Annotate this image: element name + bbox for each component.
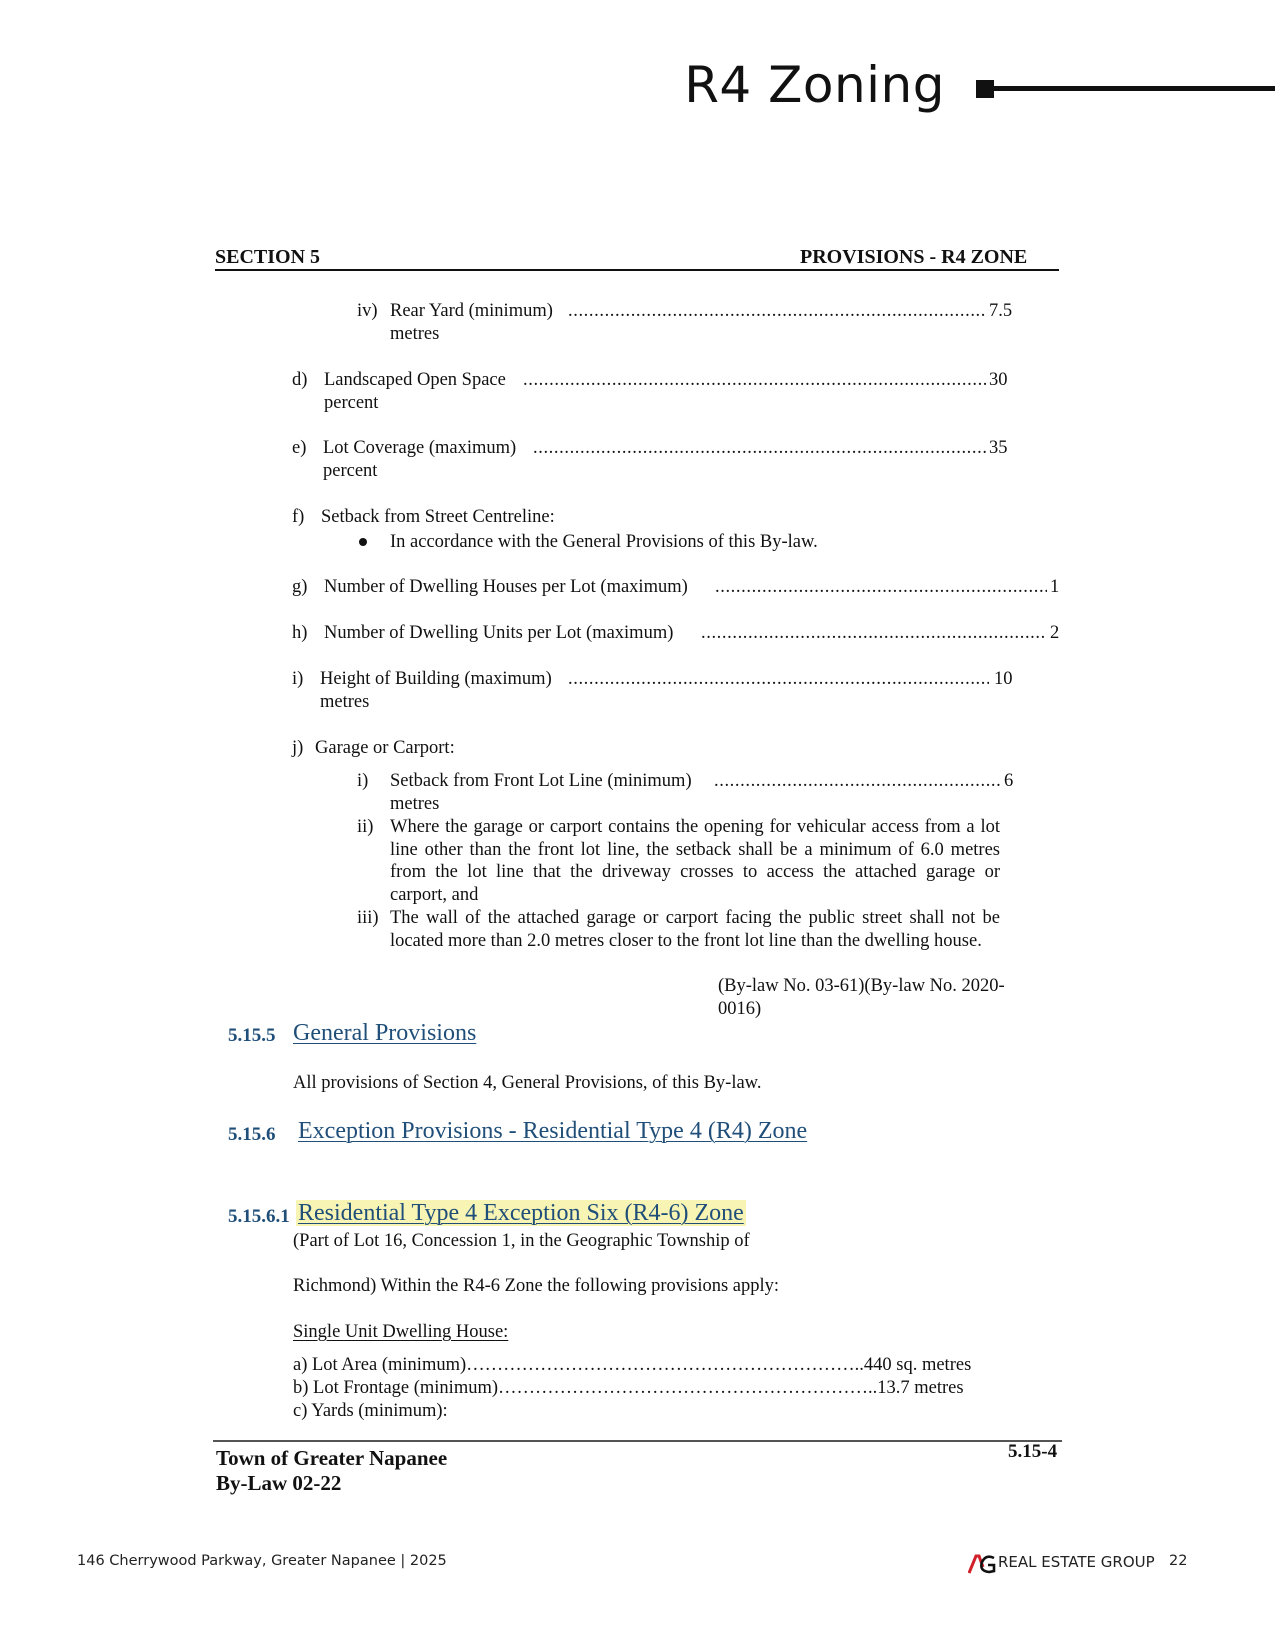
- highlighted-title: Residential Type 4 Exception Six (R4-6) Zone: [298, 1200, 744, 1226]
- footer-brand: REAL ESTATE GROUP: [998, 1553, 1155, 1571]
- item-unit: percent: [324, 393, 379, 413]
- item-unit: percent: [323, 461, 378, 481]
- lot-area-line: a) Lot Area (minimum)………………………………………………………..440 sq. metres: [293, 1355, 972, 1375]
- dot-leader: [523, 369, 986, 391]
- item-label: f): [292, 507, 305, 527]
- item-text: Landscaped Open Space: [324, 370, 506, 390]
- dot-leader: [533, 437, 986, 459]
- r4-6-description: Richmond) Within the R4-6 Zone the following provisions apply:: [293, 1276, 780, 1296]
- footer-town: Town of Greater Napanee: [216, 1446, 448, 1470]
- dot-leader: [715, 576, 1047, 598]
- footer-page-number: 22: [1169, 1553, 1188, 1569]
- item-unit: metres: [390, 324, 440, 344]
- title-rule: [994, 86, 1275, 91]
- heading-number: 5.15.5: [228, 1025, 276, 1046]
- general-provisions-heading[interactable]: General Provisions: [293, 1020, 477, 1046]
- dot-leader: [714, 770, 1001, 792]
- item-text: Garage or Carport:: [315, 738, 455, 758]
- item-text: Height of Building (maximum): [320, 669, 552, 689]
- footer-address: 146 Cherrywood Parkway, Greater Napanee | 2025: [77, 1553, 447, 1569]
- item-label: i): [292, 669, 304, 689]
- dot-leader: [701, 622, 1047, 644]
- bylaw-reference: (By-law No. 03-61)(By-law No. 2020-: [718, 976, 1005, 996]
- item-value: 10: [994, 669, 1013, 689]
- exception-provisions-heading[interactable]: Exception Provisions - Residential Type 4 (R4) Zone: [298, 1118, 808, 1144]
- item-text: Lot Coverage (maximum): [323, 438, 517, 458]
- subitem-text: Setback from Front Lot Line (minimum): [390, 771, 692, 791]
- subitem-paragraph: Where the garage or carport contains the opening for vehicular access from a lot line other than the front lot line, the setback shall be a minimum of 6.0 metres from the lot line that the driveway crosses to access the attached garage or carport, and: [390, 817, 1000, 905]
- page-title: R4 Zoning: [684, 56, 945, 114]
- item-label: e): [292, 438, 307, 458]
- item-label: j): [292, 738, 304, 758]
- item-label: iv): [357, 301, 378, 321]
- r4-6-description: (Part of Lot 16, Concession 1, in the Geographic Township of: [293, 1231, 750, 1251]
- item-value: 7.5: [989, 301, 1013, 321]
- item-text: Rear Yard (minimum): [390, 301, 553, 321]
- item-text: Number of Dwelling Units per Lot (maximum): [324, 623, 674, 643]
- yards-line: c) Yards (minimum):: [293, 1401, 448, 1421]
- item-value: 2: [1050, 623, 1060, 643]
- bullet-icon: [359, 538, 367, 546]
- dot-leader: [568, 300, 986, 322]
- item-text: Number of Dwelling Houses per Lot (maximum): [324, 577, 688, 597]
- subitem-label: iii): [357, 908, 379, 928]
- item-value: 30: [989, 370, 1008, 390]
- footer-divider: [213, 1440, 1062, 1442]
- item-value: 35: [989, 438, 1008, 458]
- subitem-unit: metres: [390, 794, 440, 814]
- r4-6-zone-heading[interactable]: [296, 1200, 746, 1227]
- bylaw-reference: 0016): [718, 999, 762, 1019]
- item-text: Setback from Street Centreline:: [321, 507, 555, 527]
- footer-bylaw: By-Law 02-22: [216, 1471, 342, 1495]
- section-label: SECTION 5: [215, 246, 321, 268]
- item-value: 1: [1050, 577, 1060, 597]
- footer-page-ref: 5.15-4: [1008, 1441, 1058, 1462]
- section-title: PROVISIONS - R4 ZONE: [800, 246, 1028, 268]
- general-provisions-text: All provisions of Section 4, General Provisions, of this By-law.: [293, 1073, 762, 1093]
- ag-logo-icon: [968, 1553, 996, 1575]
- subitem-label: i): [357, 771, 369, 791]
- subitem-value: 6: [1004, 771, 1014, 791]
- item-unit: metres: [320, 692, 370, 712]
- section-divider: [215, 269, 1059, 271]
- title-square-marker: [976, 80, 994, 98]
- subitem-paragraph: The wall of the attached garage or carport facing the public street shall not be located more than 2.0 metres closer to the front lot line than the dwelling house.: [390, 908, 1000, 951]
- dot-leader: [568, 668, 989, 690]
- heading-number: 5.15.6: [228, 1124, 276, 1145]
- heading-number: 5.15.6.1: [228, 1206, 290, 1227]
- item-label: d): [292, 370, 308, 390]
- item-label: h): [292, 623, 308, 643]
- subitem-label: ii): [357, 817, 374, 837]
- item-label: g): [292, 577, 308, 597]
- bullet-text: In accordance with the General Provisions of this By-law.: [390, 532, 818, 552]
- lot-frontage-line: b) Lot Frontage (minimum)……………………………………………………..13.7 metres: [293, 1378, 964, 1398]
- single-unit-subheading: Single Unit Dwelling House:: [293, 1322, 509, 1342]
